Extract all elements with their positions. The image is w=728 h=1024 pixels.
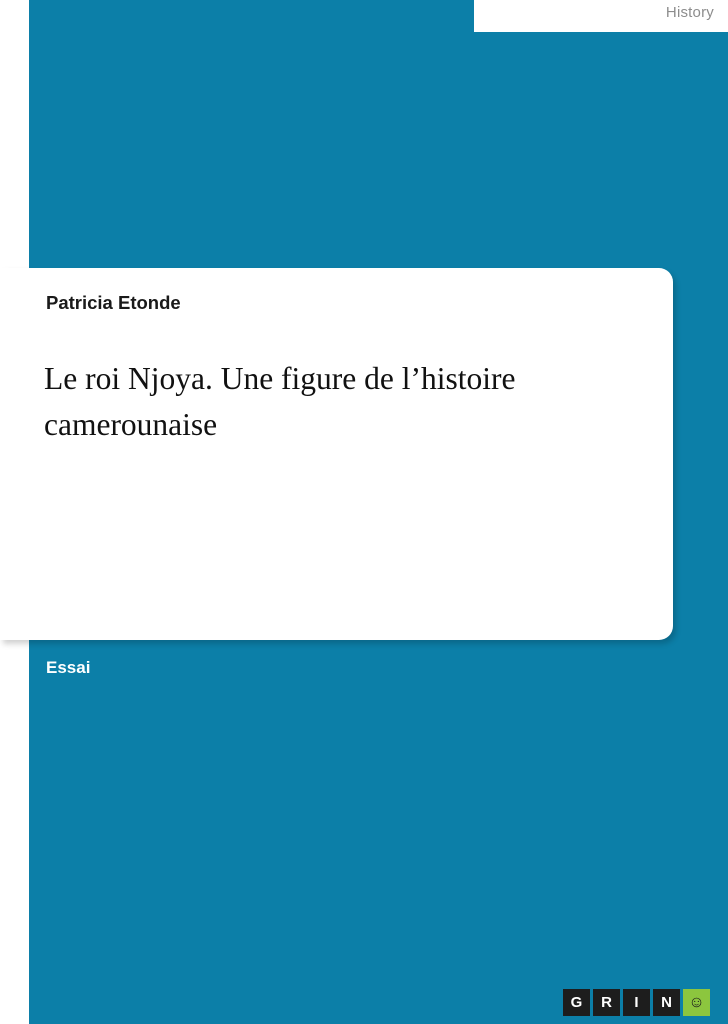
smiley-icon: ☺: [683, 989, 710, 1016]
category-label: History: [665, 4, 714, 21]
grin-publisher-logo: [563, 989, 710, 1016]
logo-letter-r: R: [593, 989, 620, 1016]
title-card: [0, 268, 673, 640]
logo-letter-n: N: [653, 989, 680, 1016]
page-title: Le roi Njoya. Une figure de l’histoire camerounaise: [44, 361, 516, 442]
document-type-label: Essai: [46, 658, 91, 677]
logo-letter-i: I: [623, 989, 650, 1016]
logo-letter-g: G: [563, 989, 590, 1016]
author-name: Patricia Etonde: [46, 292, 181, 313]
